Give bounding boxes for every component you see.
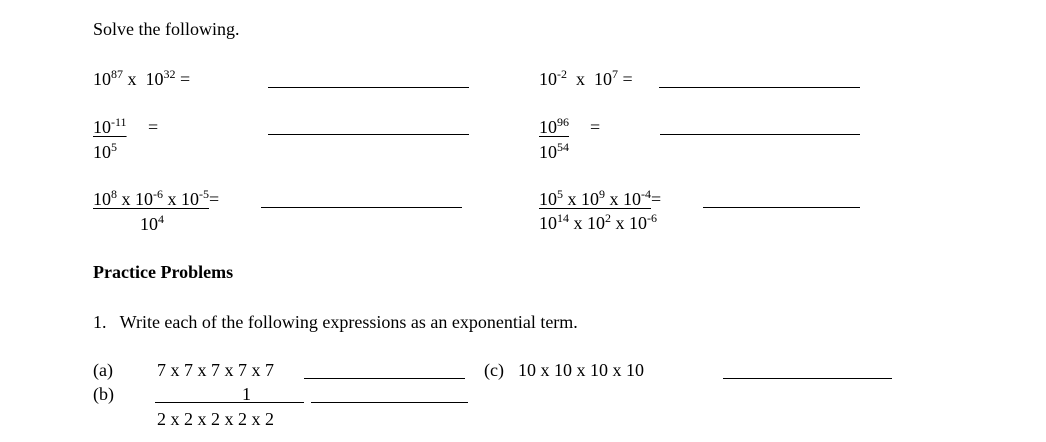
part-a-expression: 7 x 7 x 7 x 7 x 7 [157, 360, 274, 380]
exercise-3-denominator: $10^5$ [93, 140, 117, 162]
answer-blank-a[interactable] [304, 378, 465, 379]
answer-blank-1[interactable] [268, 87, 469, 88]
exercise-4-denominator: $10^{54}$ [539, 140, 569, 162]
answer-blank-4[interactable] [660, 134, 860, 135]
exercise-1-expression: $10^{87}$ x $10^{32}$ = [93, 67, 191, 89]
part-c-label: (c) [484, 360, 504, 380]
exercise-3-equals: = [148, 117, 159, 137]
exercise-5-numerator: $10^8$ x $10^{-6}$ x $10^{-5}=$ [93, 187, 220, 209]
answer-blank-6[interactable] [703, 207, 860, 208]
part-b-label: (b) [93, 384, 114, 404]
answer-blank-c[interactable] [723, 378, 892, 379]
practice-problems-title: Practice Problems [93, 262, 234, 282]
exercise-2-expression: $10^{-2}$ x $10^7$ = [539, 67, 633, 89]
part-a-label: (a) [93, 360, 113, 380]
answer-blank-5[interactable] [261, 207, 462, 208]
part-b-fraction-bar [155, 402, 304, 403]
answer-blank-b[interactable] [311, 402, 468, 403]
question-1-text: 1. Write each of the following expressions as an exponential term. [93, 312, 578, 332]
exercise-4-equals: = [590, 117, 601, 137]
instructions-heading: Solve the following. [93, 19, 240, 39]
part-c-expression: 10 x 10 x 10 x 10 [518, 360, 644, 380]
exercise-4-numerator: $10^{96}$ [539, 115, 569, 137]
exercise-6-numerator: $10^5$ x $10^9$ x $10^{-4}=$ [539, 187, 662, 209]
answer-blank-3[interactable] [268, 134, 469, 135]
exercise-3-numerator: $10^{-11}$ [93, 115, 127, 137]
answer-blank-2[interactable] [659, 87, 860, 88]
exercise-5-denominator: $10^4$ [140, 212, 164, 234]
exercise-6-denominator: $10^{14}$ x $10^2$ x $10^{-6}$ [539, 211, 657, 233]
part-b-numerator: 1 [242, 384, 251, 404]
part-b-denominator: 2 x 2 x 2 x 2 x 2 [157, 409, 274, 429]
